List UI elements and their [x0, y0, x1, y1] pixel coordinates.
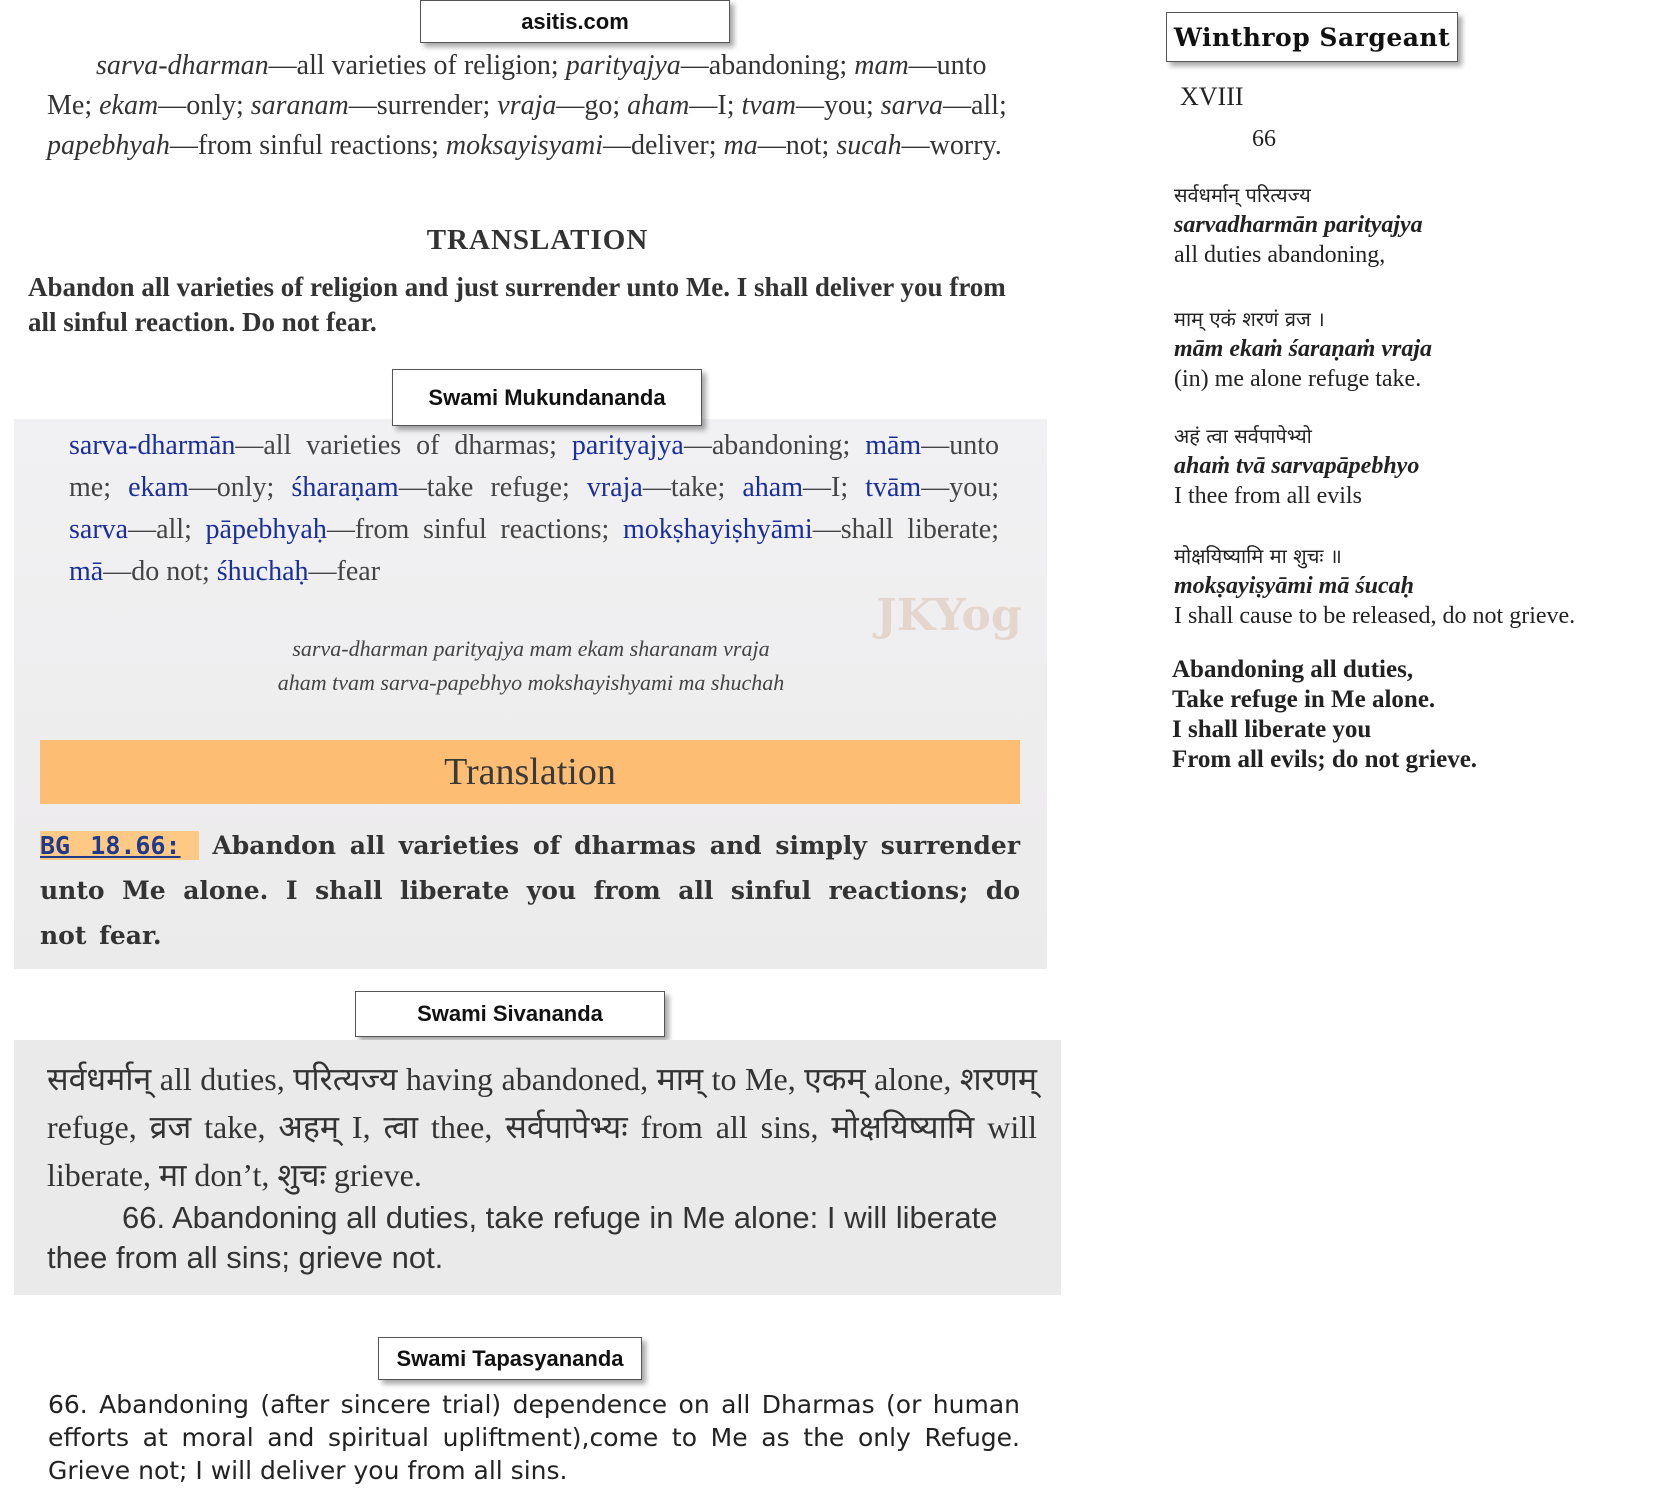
devanagari-line: अहं त्वा सर्वपापेभ्यो — [1174, 424, 1312, 448]
term-meaning: —from sinful reactions; — [326, 514, 623, 545]
sanskrit-term: moksayisyami — [445, 130, 603, 161]
sargeant-line-group — [1174, 180, 1654, 270]
sanskrit-term-link[interactable]: śharaṇam — [291, 472, 399, 503]
devanagari-line: सर्वधर्मान् परित्यज्य — [1174, 183, 1311, 207]
sanskrit-term: sarva-dharman — [96, 50, 269, 81]
transliteration-line: ahaṁ tvā sarvapāpebhyo — [1174, 453, 1420, 479]
term-meaning: —unto Me; — [47, 50, 987, 121]
term-meaning: —from sinful reactions; — [169, 130, 446, 161]
term-meaning: —take; — [642, 472, 743, 503]
label-mukundananda: Swami Mukundananda — [392, 369, 702, 426]
transliteration-line: mām ekaṁ śaraṇaṁ vraja — [1174, 336, 1433, 362]
sivananda-translation-text: 66. Abandoning all duties, take refuge in Me alone: I will liberate thee from all sins; grieve not. — [47, 1200, 998, 1275]
jkyog-watermark: JKYog — [876, 590, 1022, 641]
term-meaning: —all; — [942, 90, 1007, 121]
term-meaning: —do not; — [103, 556, 217, 587]
mukundananda-word-meanings — [69, 425, 999, 593]
sargeant-translation — [1172, 655, 1477, 775]
term-meaning: —not; — [757, 130, 837, 161]
term-meaning: —all; — [128, 514, 206, 545]
term-meaning: —only; — [158, 90, 251, 121]
gloss-line: I thee from all evils — [1174, 483, 1362, 509]
sanskrit-term: mam — [854, 50, 909, 81]
term-meaning: —surrender; — [348, 90, 498, 121]
asitis-translation-heading: TRANSLATION — [426, 224, 649, 256]
sanskrit-term: papebhyah — [47, 130, 170, 161]
sanskrit-term: tvam — [741, 90, 796, 121]
transliteration-line: mokṣayiṣyāmi mā śucaḥ — [1174, 573, 1415, 599]
verse-line-2: aham tvam sarva-papebhyo mokshayishyami ma shuchah — [277, 670, 785, 695]
term-meaning: —you; — [795, 90, 881, 121]
sanskrit-term: saranam — [250, 90, 349, 121]
sargeant-line-group — [1174, 304, 1654, 394]
sivananda-word-meanings: सर्वधर्मान् all duties, परित्यज्य having abandoned, माम् to Me, एकम् alone, शरणम् refuge, व्रज take, अहम् I, त्वा thee, सर्वपापेभ्यः from all sins, मोक्षयिष्यामि will liberate, मा don’t, शुचः grieve. — [47, 1061, 1037, 1193]
term-meaning: —deliver; — [603, 130, 724, 161]
sanskrit-term-link[interactable]: mokṣhayiṣhyāmi — [622, 514, 813, 545]
devanagari-line: माम् एकं शरणं व्रज । — [1174, 307, 1325, 331]
tapasyananda-translation: 66. Abandoning (after sincere trial) dependence on all Dharmas (or human efforts at moral and spiritual upliftment),come to Me as the only Refuge. Grieve not; I will deliver you from all sins. — [48, 1390, 1020, 1485]
sanskrit-term-link[interactable]: śhuchaḥ — [216, 556, 309, 587]
sanskrit-term: sarva — [880, 90, 943, 121]
term-meaning: —go; — [556, 90, 628, 121]
sanskrit-term-link[interactable]: parityajya — [571, 430, 684, 461]
gloss-line: I shall cause to be released, do not grieve. — [1174, 603, 1576, 629]
verse-line-1: sarva-dharman parityajya mam ekam sharanam vraja — [292, 636, 770, 661]
label-tapasyananda: Swami Tapasyananda — [378, 1337, 642, 1380]
sanskrit-term-link[interactable]: vraja — [586, 472, 643, 503]
term-meaning: —all varieties of dharmas; — [235, 430, 572, 461]
sanskrit-term-link[interactable]: ekam — [128, 472, 189, 503]
translation-line: From all evils; do not grieve. — [1172, 746, 1478, 773]
verse-reference-link[interactable] — [40, 831, 199, 860]
asitis-translation: Abandon all varieties of religion and just surrender unto Me. I shall deliver you from all sinful reaction. Do not fear. — [28, 272, 1006, 337]
sargeant-line-group — [1174, 421, 1654, 511]
sanskrit-term: parityajya — [565, 50, 681, 81]
term-meaning: —all varieties of religion; — [268, 50, 566, 81]
term-meaning: —I; — [689, 90, 742, 121]
verse-reference-colon: : — [165, 831, 181, 860]
gloss-line: all duties abandoning, — [1174, 242, 1386, 268]
mukundananda-translation-heading: Translation — [40, 740, 1020, 804]
term-meaning: —only; — [188, 472, 292, 503]
transliteration-line: sarvadharmān parityajya — [1174, 212, 1423, 238]
sanskrit-term-link[interactable]: sarva — [69, 514, 129, 545]
translation-line: Abandoning all duties, — [1172, 656, 1414, 683]
mukundananda-translation — [40, 823, 1020, 958]
sanskrit-term: aham — [627, 90, 690, 121]
sivananda-translation — [47, 1198, 1037, 1278]
sargeant-line-group — [1174, 541, 1654, 631]
mukundananda-verse — [0, 632, 1062, 700]
term-meaning: —unto me; — [69, 430, 999, 503]
sanskrit-term-link[interactable]: tvām — [865, 472, 922, 503]
sanskrit-term: sucah — [836, 130, 902, 161]
label-asitis: asitis.com — [420, 0, 730, 43]
sargeant-chapter: XVIII — [1180, 82, 1244, 111]
term-meaning: —you; — [921, 472, 999, 503]
sanskrit-term-link[interactable]: aham — [742, 472, 803, 503]
label-sivananda: Swami Sivananda — [355, 991, 665, 1037]
term-meaning: —take refuge; — [398, 472, 587, 503]
label-sargeant: Winthrop Sargeant — [1166, 12, 1458, 62]
term-meaning: —shall liberate; — [812, 514, 999, 545]
translation-line: Take refuge in Me alone. — [1172, 686, 1436, 713]
devanagari-line: मोक्षयिष्यामि मा शुचः ॥ — [1174, 544, 1342, 568]
sanskrit-term: ma — [723, 130, 758, 161]
sanskrit-term-link[interactable]: sarva-dharmān — [69, 430, 236, 461]
term-meaning: —worry. — [901, 130, 1002, 161]
sanskrit-term-link[interactable]: mām — [865, 430, 922, 461]
sanskrit-term-link[interactable]: pāpebhyaḥ — [205, 514, 327, 545]
sargeant-verse-number: 66 — [1252, 126, 1276, 152]
term-meaning: —I; — [803, 472, 866, 503]
asitis-word-meanings — [47, 46, 1007, 166]
term-meaning: —abandoning; — [683, 430, 866, 461]
verse-reference-text[interactable]: BG 18.66 — [40, 831, 166, 860]
translation-line: I shall liberate you — [1172, 716, 1372, 743]
mukundananda-translation-text: Abandon all varieties of dharmas and simply surrender unto Me alone. I shall liberate you from all sinful reactions; do not fear. — [40, 831, 1020, 950]
term-meaning: —abandoning; — [680, 50, 855, 81]
gloss-line: (in) me alone refuge take. — [1174, 366, 1422, 392]
sanskrit-term: vraja — [497, 90, 557, 121]
term-meaning: —fear — [308, 556, 381, 587]
sanskrit-term-link[interactable]: mā — [69, 556, 104, 587]
sanskrit-term: ekam — [99, 90, 159, 121]
